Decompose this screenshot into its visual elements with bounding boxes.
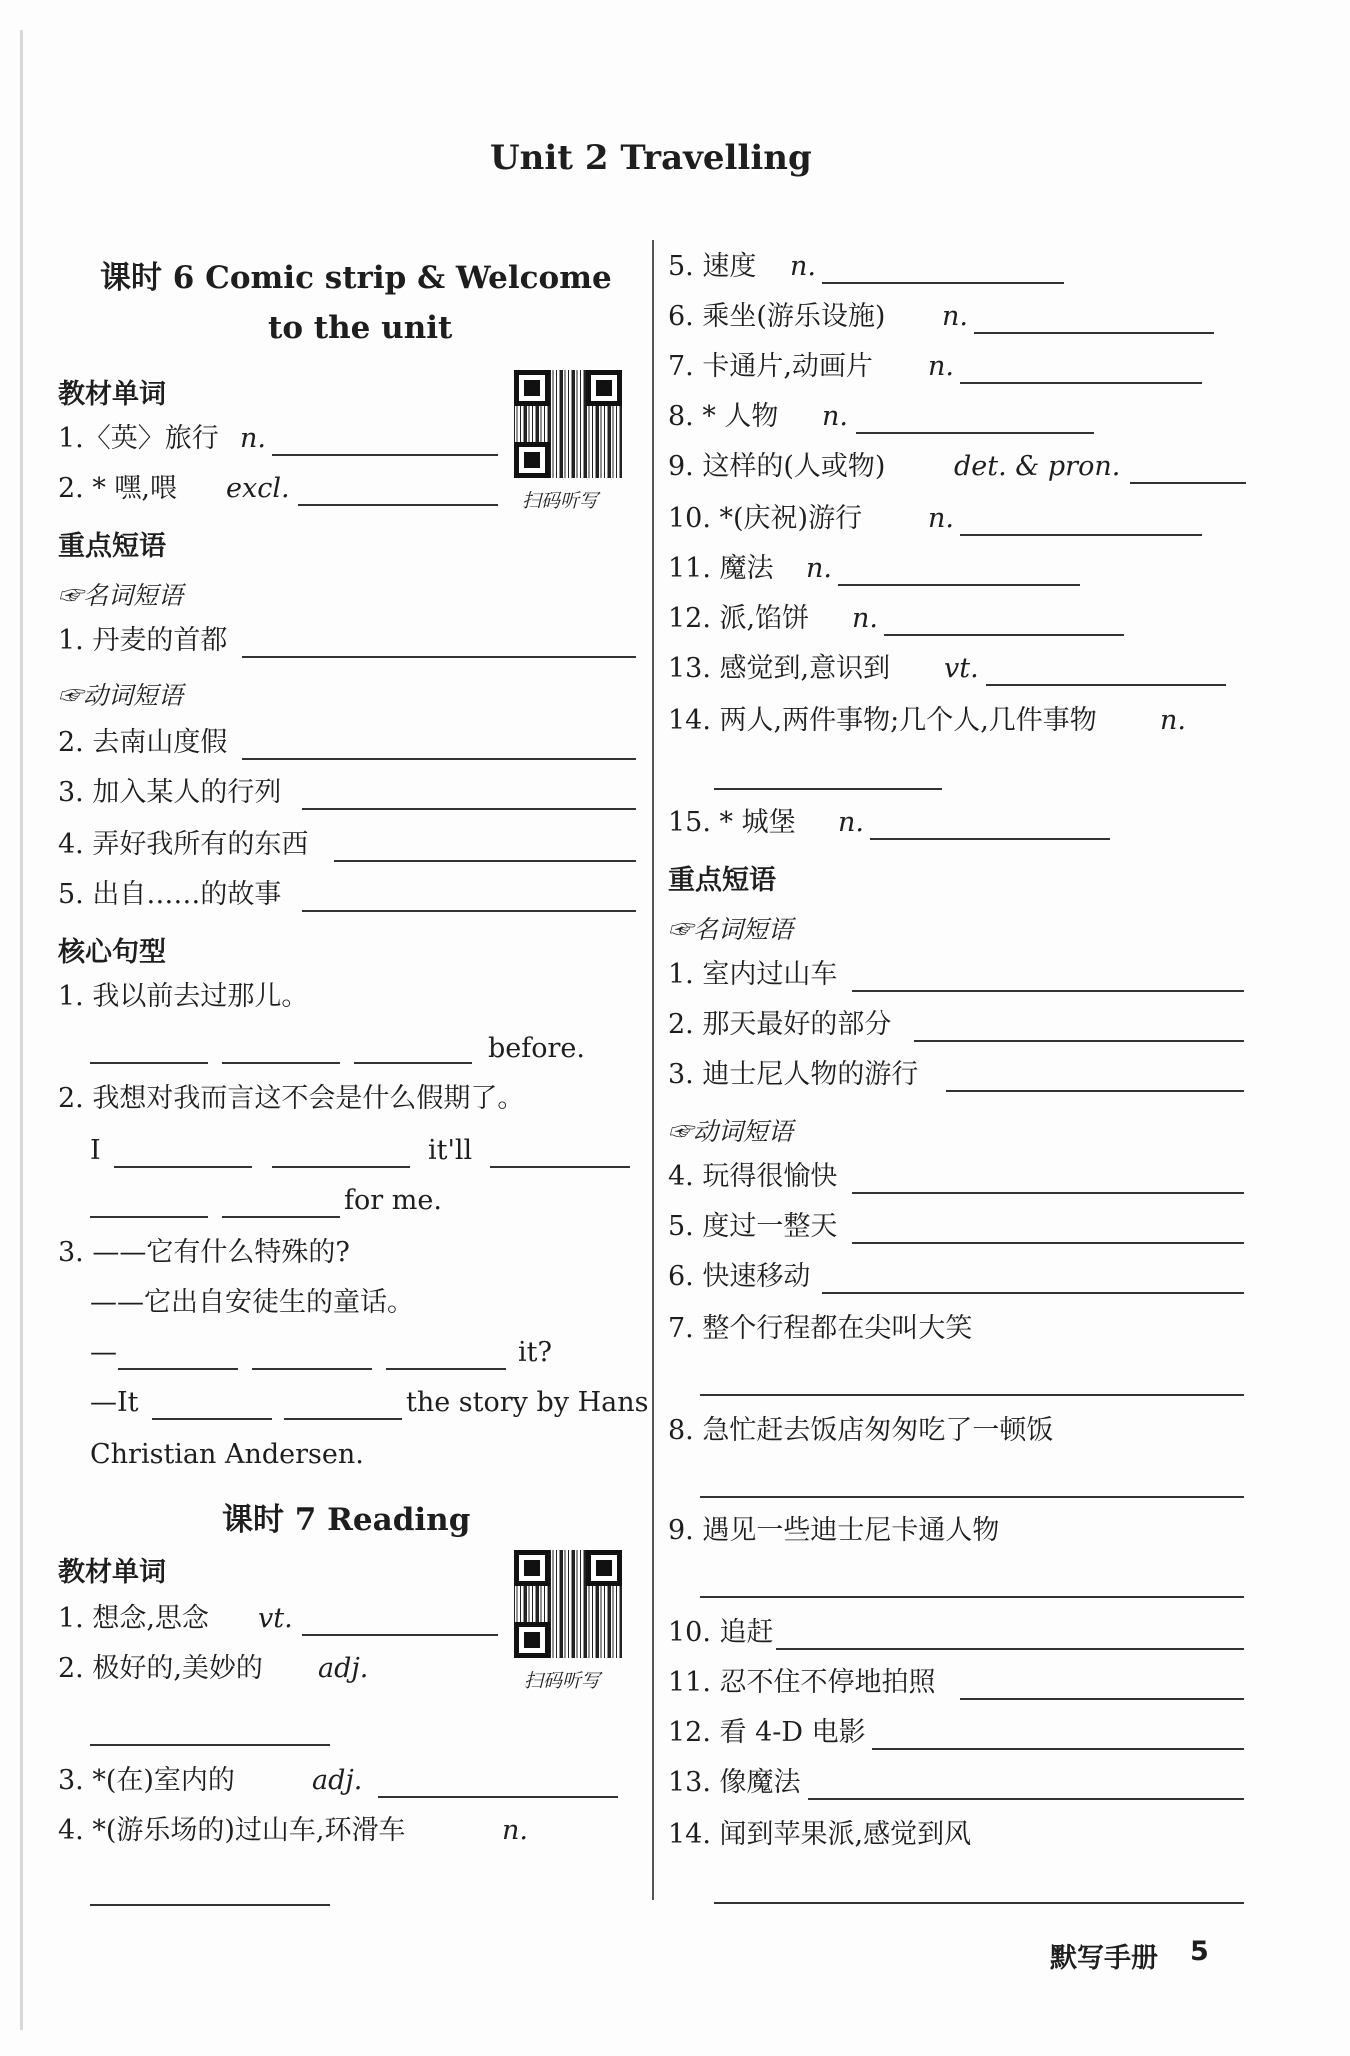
noun-phrase-label: ☞名词短语 [58, 581, 184, 610]
answer-blank[interactable] [822, 1292, 1244, 1294]
answer-blank[interactable] [960, 534, 1202, 536]
answer-blank[interactable] [334, 860, 636, 862]
reading-vocab-4: 4. *(游乐场的)过山车,环滑车 [58, 1815, 406, 1846]
word-10: 10. *(庆祝)游行 [668, 503, 863, 534]
sentence-heading: 核心句型 [58, 937, 166, 968]
right-phrase-8: 8. 急忙赶去饭店匆匆吃了一顿饭 [668, 1415, 1054, 1446]
answer-blank[interactable] [776, 1648, 1244, 1650]
answer-blank[interactable] [302, 910, 636, 912]
right-phrase-9: 9. 遇见一些迪士尼卡通人物 [668, 1515, 1000, 1546]
answer-blank[interactable] [302, 1634, 498, 1636]
sentence-3-dash: — [90, 1337, 117, 1368]
answer-blank[interactable] [700, 1596, 1244, 1598]
sentence-3b: ——它出自安徒生的童话。 [90, 1287, 414, 1318]
answer-blank[interactable] [378, 1796, 618, 1798]
answer-blank[interactable] [872, 1748, 1244, 1750]
answer-blank[interactable] [222, 1062, 340, 1064]
answer-blank[interactable] [90, 1062, 208, 1064]
sentence-3-it: it? [518, 1337, 552, 1368]
phrase-heading: 重点短语 [58, 531, 166, 562]
word-10-pos: n. [928, 503, 954, 534]
phrase-item-3: 3. 加入某人的行列 [58, 777, 282, 808]
right-phrase-5: 5. 度过一整天 [668, 1211, 838, 1242]
answer-blank[interactable] [90, 1904, 330, 1906]
word-13-pos: vt. [944, 653, 979, 684]
book-name: 默写手册 [1050, 1943, 1158, 1974]
word-6-pos: n. [942, 301, 968, 332]
reading-vocab-2-pos: adj. [318, 1653, 369, 1684]
sentence-3-it-start: —It [90, 1387, 139, 1418]
phrase-item-5: 5. 出自……的故事 [58, 879, 282, 910]
verb-phrase-label: ☞动词短语 [58, 681, 184, 710]
verb-phrase-label-right: ☞动词短语 [668, 1117, 794, 1146]
answer-blank[interactable] [852, 990, 1244, 992]
answer-blank[interactable] [302, 808, 636, 810]
word-9-pos: det. & pron. [954, 451, 1121, 482]
qr-code[interactable] [514, 1550, 622, 1658]
vocab-item-2-pos: excl. [226, 473, 290, 504]
noun-phrase-label-right: ☞名词短语 [668, 915, 794, 944]
answer-blank[interactable] [946, 1090, 1244, 1092]
column-divider [652, 240, 654, 1900]
word-15-pos: n. [838, 807, 864, 838]
answer-blank[interactable] [298, 504, 498, 506]
sentence-1-tail: before. [488, 1033, 585, 1064]
right-phrase-2: 2. 那天最好的部分 [668, 1009, 892, 1040]
sentence-3-story: the story by Hans [406, 1387, 649, 1418]
answer-blank[interactable] [152, 1418, 272, 1420]
phrase-item-1: 1. 丹麦的首都 [58, 625, 228, 656]
vocab-item-2: 2. * 嘿,喂 [58, 473, 178, 504]
page-number: 5 [1190, 1936, 1209, 1967]
word-15: 15. * 城堡 [668, 807, 796, 838]
word-5-pos: n. [790, 251, 816, 282]
answer-blank[interactable] [914, 1040, 1244, 1042]
vocab-item-1-pos: n. [240, 423, 266, 454]
phrase-heading-right: 重点短语 [668, 865, 776, 896]
lesson6-title-line1: 课时 6 Comic strip & Welcome [100, 260, 612, 296]
answer-blank[interactable] [242, 758, 636, 760]
right-phrase-13: 13. 像魔法 [668, 1767, 801, 1798]
answer-blank[interactable] [272, 1166, 410, 1168]
word-8-pos: n. [822, 401, 848, 432]
answer-blank[interactable] [838, 584, 1080, 586]
answer-blank[interactable] [852, 1192, 1244, 1194]
reading-vocab-1-pos: vt. [258, 1603, 293, 1634]
lesson6-title-line2: to the unit [268, 310, 453, 346]
vocab-heading: 教材单词 [58, 379, 166, 410]
answer-blank[interactable] [808, 1798, 1244, 1800]
answer-blank[interactable] [242, 656, 636, 658]
right-phrase-7: 7. 整个行程都在尖叫大笑 [668, 1313, 973, 1344]
answer-blank[interactable] [118, 1368, 238, 1370]
qr-label: 扫码听写 [524, 1670, 601, 1692]
answer-blank[interactable] [222, 1216, 340, 1218]
answer-blank[interactable] [114, 1166, 252, 1168]
reading-vocab-2: 2. 极好的,美妙的 [58, 1653, 263, 1684]
sentence-2-tail: for me. [344, 1185, 442, 1216]
phrase-item-2: 2. 去南山度假 [58, 727, 228, 758]
answer-blank[interactable] [272, 454, 498, 456]
answer-blank[interactable] [986, 684, 1226, 686]
vocab7-heading: 教材单词 [58, 1557, 166, 1588]
answer-blank[interactable] [90, 1744, 330, 1746]
answer-blank[interactable] [490, 1166, 630, 1168]
word-5: 5. 速度 [668, 251, 757, 282]
phrase-item-4: 4. 弄好我所有的东西 [58, 829, 309, 860]
sentence-2: 2. 我想对我而言这不会是什么假期了。 [58, 1083, 525, 1114]
qr-label: 扫码听写 [522, 490, 599, 512]
word-14: 14. 两人,两件事物;几个人,几件事物 [668, 705, 1097, 736]
sentence-3a: 3. ——它有什么特殊的? [58, 1237, 350, 1268]
answer-blank[interactable] [714, 788, 942, 790]
word-7-pos: n. [928, 351, 954, 382]
answer-blank[interactable] [252, 1368, 372, 1370]
answer-blank[interactable] [386, 1368, 506, 1370]
answer-blank[interactable] [1130, 482, 1246, 484]
word-12: 12. 派,馅饼 [668, 603, 810, 634]
sentence-2-itll: it'll [428, 1135, 473, 1166]
sentence-1: 1. 我以前去过那儿。 [58, 981, 309, 1012]
unit-title: Unit 2 Travelling [490, 138, 812, 178]
sentence-2-i: I [90, 1135, 101, 1166]
word-14-pos: n. [1160, 705, 1186, 736]
answer-blank[interactable] [822, 282, 1064, 284]
answer-blank[interactable] [90, 1216, 208, 1218]
lesson7-title: 课时 7 Reading [222, 1502, 471, 1538]
right-phrase-6: 6. 快速移动 [668, 1261, 811, 1292]
answer-blank[interactable] [974, 332, 1214, 334]
word-9: 9. 这样的(人或物) [668, 451, 886, 482]
reading-vocab-3: 3. *(在)室内的 [58, 1765, 235, 1796]
word-13: 13. 感觉到,意识到 [668, 653, 891, 684]
word-11: 11. 魔法 [668, 553, 774, 584]
word-6: 6. 乘坐(游乐设施) [668, 301, 886, 332]
answer-blank[interactable] [700, 1394, 1244, 1396]
answer-blank[interactable] [960, 1698, 1244, 1700]
right-phrase-3: 3. 迪士尼人物的游行 [668, 1059, 919, 1090]
reading-vocab-3-pos: adj. [312, 1765, 363, 1796]
reading-vocab-1: 1. 想念,思念 [58, 1603, 209, 1634]
right-phrase-4: 4. 玩得很愉快 [668, 1161, 838, 1192]
qr-code[interactable] [514, 370, 622, 478]
answer-blank[interactable] [284, 1418, 402, 1420]
right-phrase-14: 14. 闻到苹果派,感觉到风 [668, 1819, 972, 1850]
answer-blank[interactable] [354, 1062, 472, 1064]
word-12-pos: n. [852, 603, 878, 634]
reading-vocab-4-pos: n. [502, 1815, 528, 1846]
vocab-item-1: 1.〈英〉旅行 [58, 423, 219, 454]
sentence-3-name: Christian Andersen. [90, 1439, 364, 1470]
word-11-pos: n. [806, 553, 832, 584]
answer-blank[interactable] [852, 1242, 1244, 1244]
right-phrase-12: 12. 看 4-D 电影 [668, 1717, 866, 1748]
answer-blank[interactable] [700, 1496, 1244, 1498]
page-edge-shadow [20, 30, 23, 2030]
word-8: 8. * 人物 [668, 401, 779, 432]
answer-blank[interactable] [870, 838, 1110, 840]
answer-blank[interactable] [856, 432, 1094, 434]
answer-blank[interactable] [714, 1902, 1244, 1904]
answer-blank[interactable] [960, 382, 1202, 384]
right-phrase-11: 11. 忍不住不停地拍照 [668, 1667, 936, 1698]
right-phrase-10: 10. 追赶 [668, 1617, 774, 1648]
answer-blank[interactable] [884, 634, 1124, 636]
right-phrase-1: 1. 室内过山车 [668, 959, 838, 990]
word-7: 7. 卡通片,动画片 [668, 351, 873, 382]
